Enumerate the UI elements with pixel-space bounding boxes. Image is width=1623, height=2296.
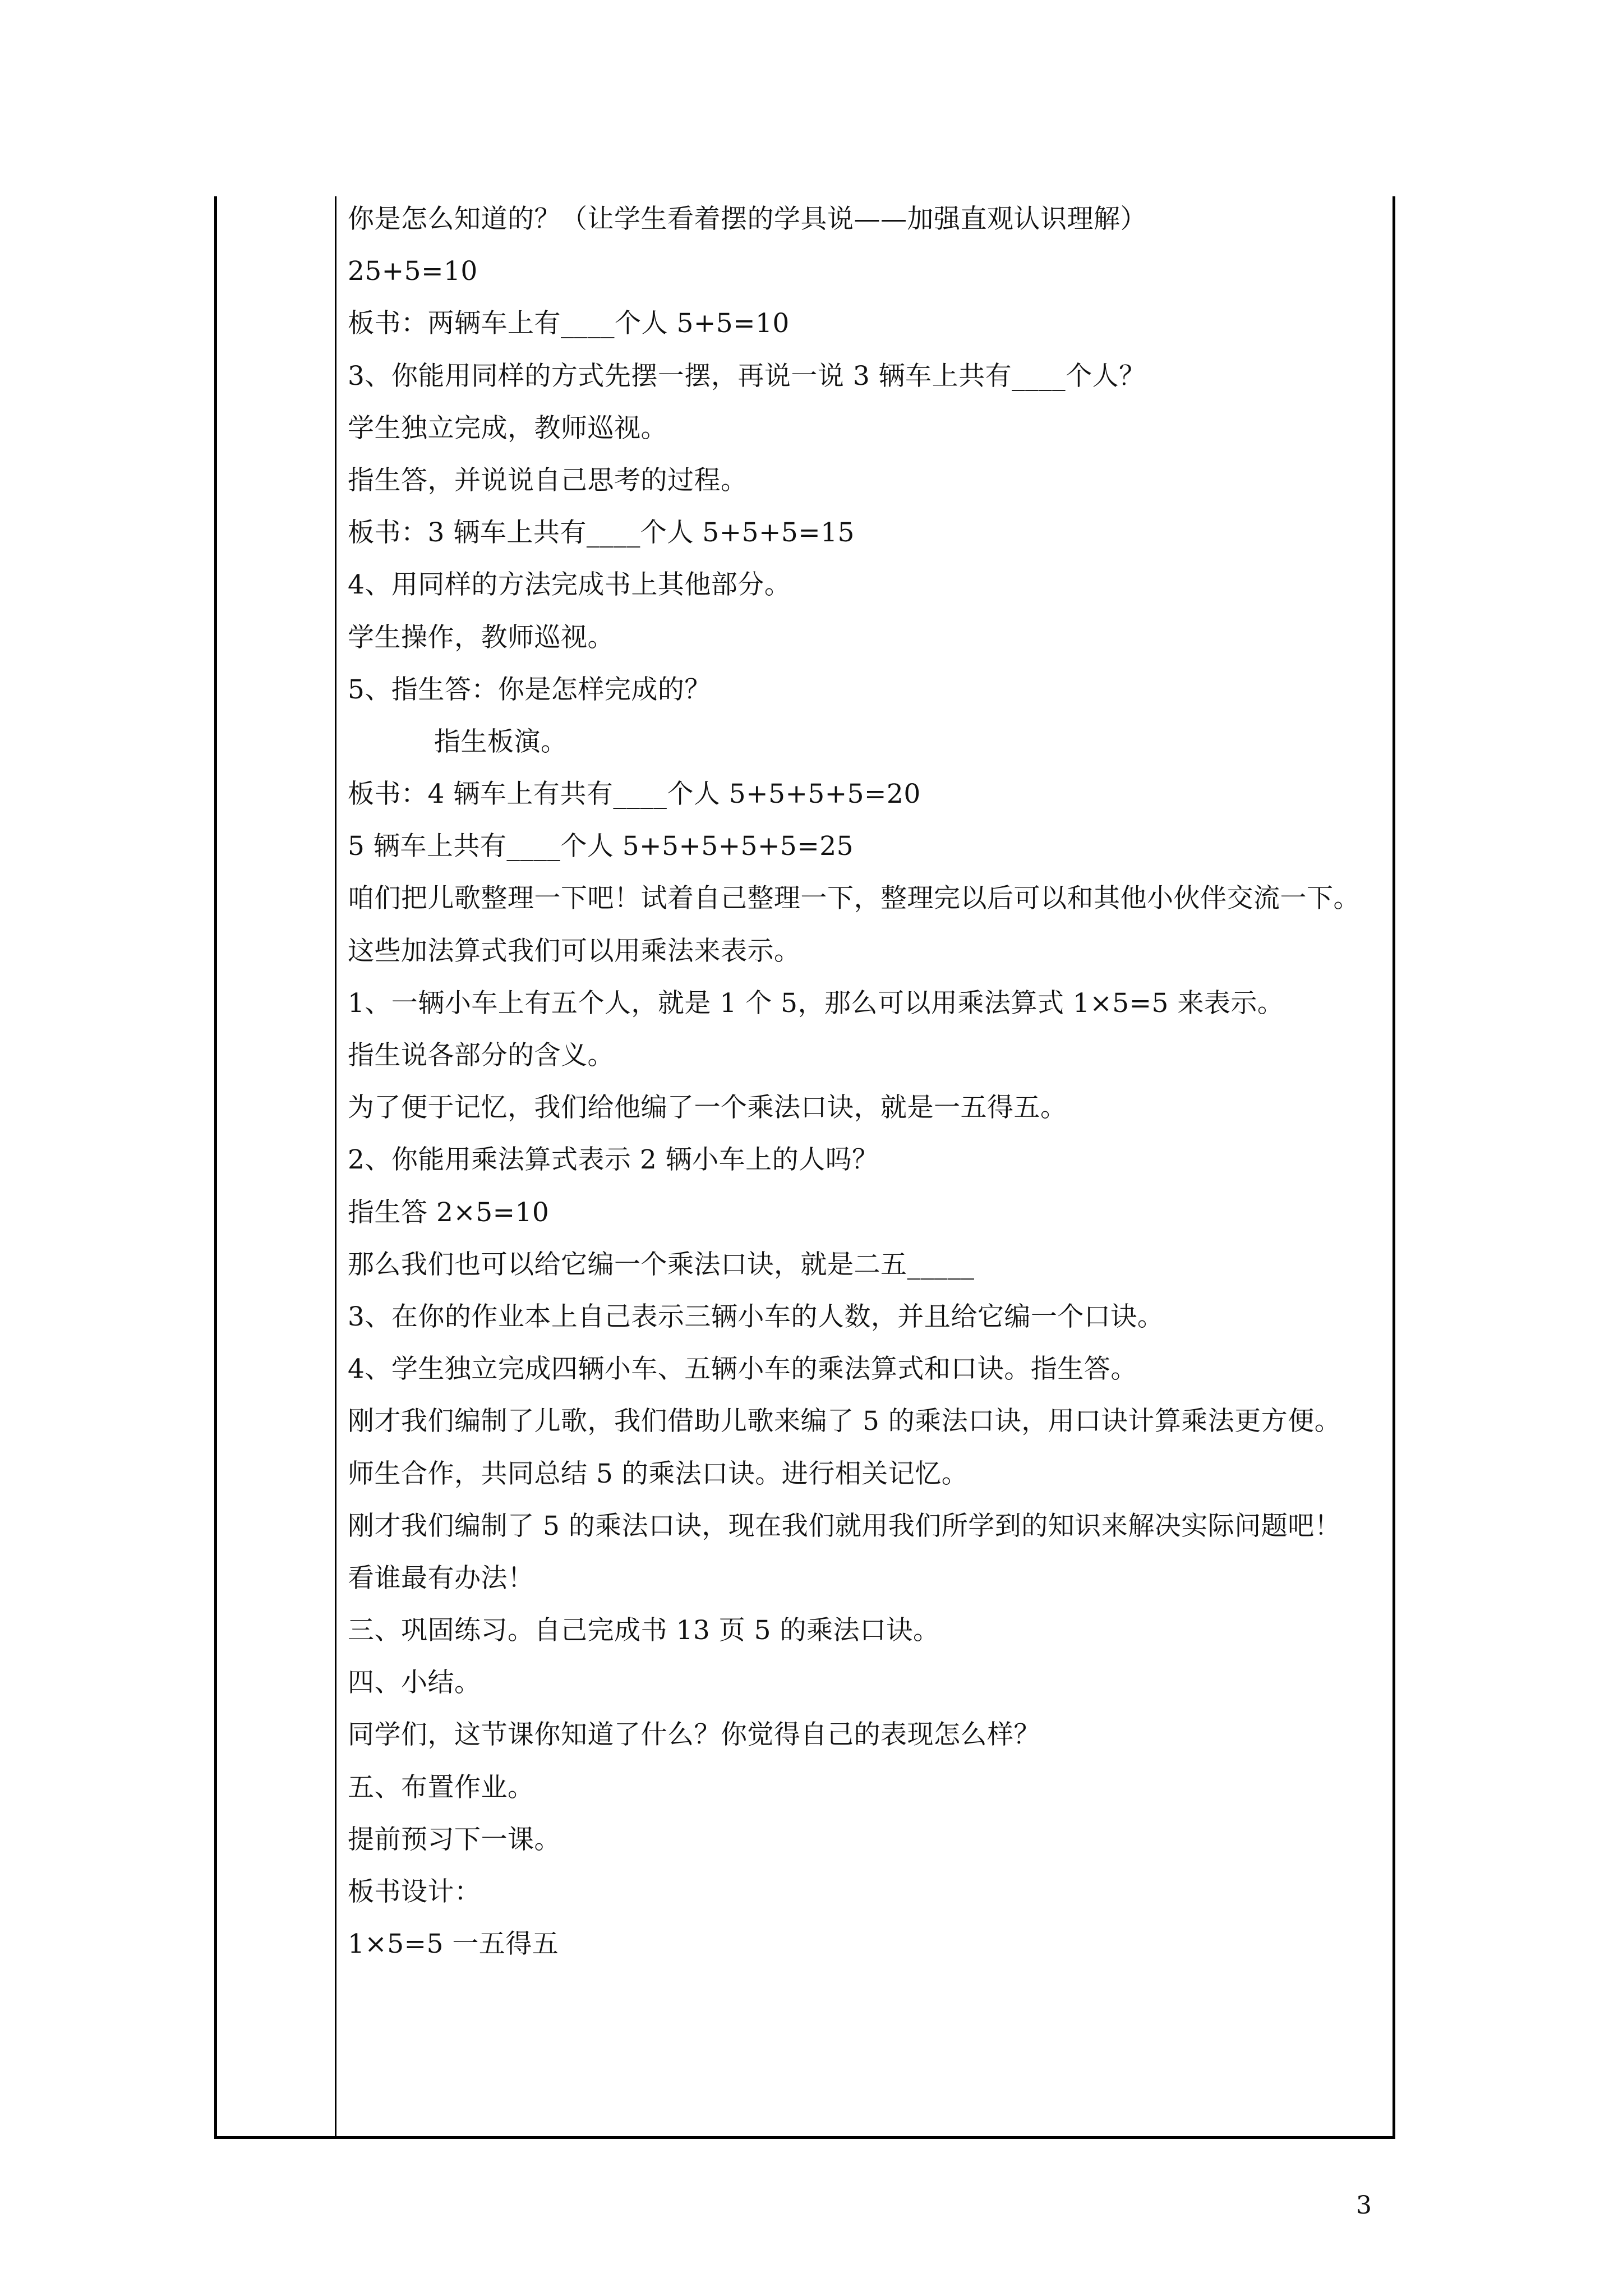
text-line: 看谁最有办法！ (348, 1562, 534, 1594)
text-line: 那么我们也可以给它编一个乘法口诀，就是二五_____ (348, 1249, 975, 1280)
text-line: 3、在你的作业本上自己表示三辆小车的人数，并且给它编一个口诀。 (348, 1301, 1164, 1332)
text-line: 五、布置作业。 (348, 1772, 534, 1803)
text-line: 学生操作，教师巡视。 (348, 622, 614, 653)
text-line: 指生答，并说说自己思考的过程。 (348, 464, 748, 496)
text-line: 板书：两辆车上有____个人 5+5=10 (348, 308, 790, 339)
text-line: 板书：3 辆车上共有____个人 5+5+5=15 (348, 517, 855, 549)
text-line: 3、你能用同样的方式先摆一摆，再说一说 3 辆车上共有____个人？ (348, 360, 1146, 392)
text-line: 2、你能用乘法算式表示 2 辆小车上的人吗？ (348, 1144, 879, 1176)
text-line: 为了便于记忆，我们给他编了一个乘法口诀，就是一五得五。 (348, 1092, 1067, 1124)
text-line: 同学们，这节课你知道了什么？你觉得自己的表现怎么样？ (348, 1719, 1040, 1751)
text-line: 4、用同样的方法完成书上其他部分。 (348, 569, 791, 601)
table-column-divider (335, 196, 336, 2136)
text-line: 1×5=5 一五得五 (348, 1929, 559, 1960)
lesson-content (348, 193, 1413, 1970)
text-line: 指生板演。 (434, 726, 568, 757)
text-line: 咱们把儿歌整理一下吧！试着自己整理一下，整理完以后可以和其他小伙伴交流一下。 (348, 883, 1360, 914)
text-line: 你是怎么知道的？（让学生看着摆的学具说——加强直观认识理解） (348, 204, 1147, 234)
text-line: 刚才我们编制了 5 的乘法口诀，现在我们就用我们所学到的知识来解决实际问题吧！ (348, 1510, 1341, 1542)
text-line: 学生独立完成，教师巡视。 (348, 412, 667, 444)
page-number: 3 (1356, 2191, 1372, 2220)
text-line: 刚才我们编制了儿歌，我们借助儿歌来编了 5 的乘法口诀，用口诀计算乘法更方便。 (348, 1406, 1341, 1437)
text-line: 四、小结。 (348, 1667, 481, 1699)
text-line: 这些加法算式我们可以用乘法来表示。 (348, 935, 801, 967)
text-line: 指生答 2×5=10 (348, 1197, 550, 1228)
text-line: 1、一辆小车上有五个人，就是 1 个 5，那么可以用乘法算式 1×5=5 来表示。 (348, 987, 1284, 1019)
text-line: 师生合作，共同总结 5 的乘法口诀。进行相关记忆。 (348, 1458, 969, 1489)
text-line: 4、学生独立完成四辆小车、五辆小车的乘法算式和口诀。指生答。 (348, 1354, 1137, 1385)
text-line: 5、指生答：你是怎样完成的？ (348, 674, 711, 705)
text-line: 指生说各部分的含义。 (348, 1040, 614, 1071)
text-line: 三、巩固练习。自己完成书 13 页 5 的乘法口诀。 (348, 1615, 940, 1646)
text-line: 5 辆车上共有____个人 5+5+5+5+5=25 (348, 831, 854, 862)
text-line: 板书：4 辆车上有共有____个人 5+5+5+5=20 (348, 779, 921, 810)
text-line: 25+5=10 (348, 256, 478, 287)
text-line: 提前预习下一课。 (348, 1824, 561, 1855)
text-line: 板书设计： (348, 1876, 481, 1907)
